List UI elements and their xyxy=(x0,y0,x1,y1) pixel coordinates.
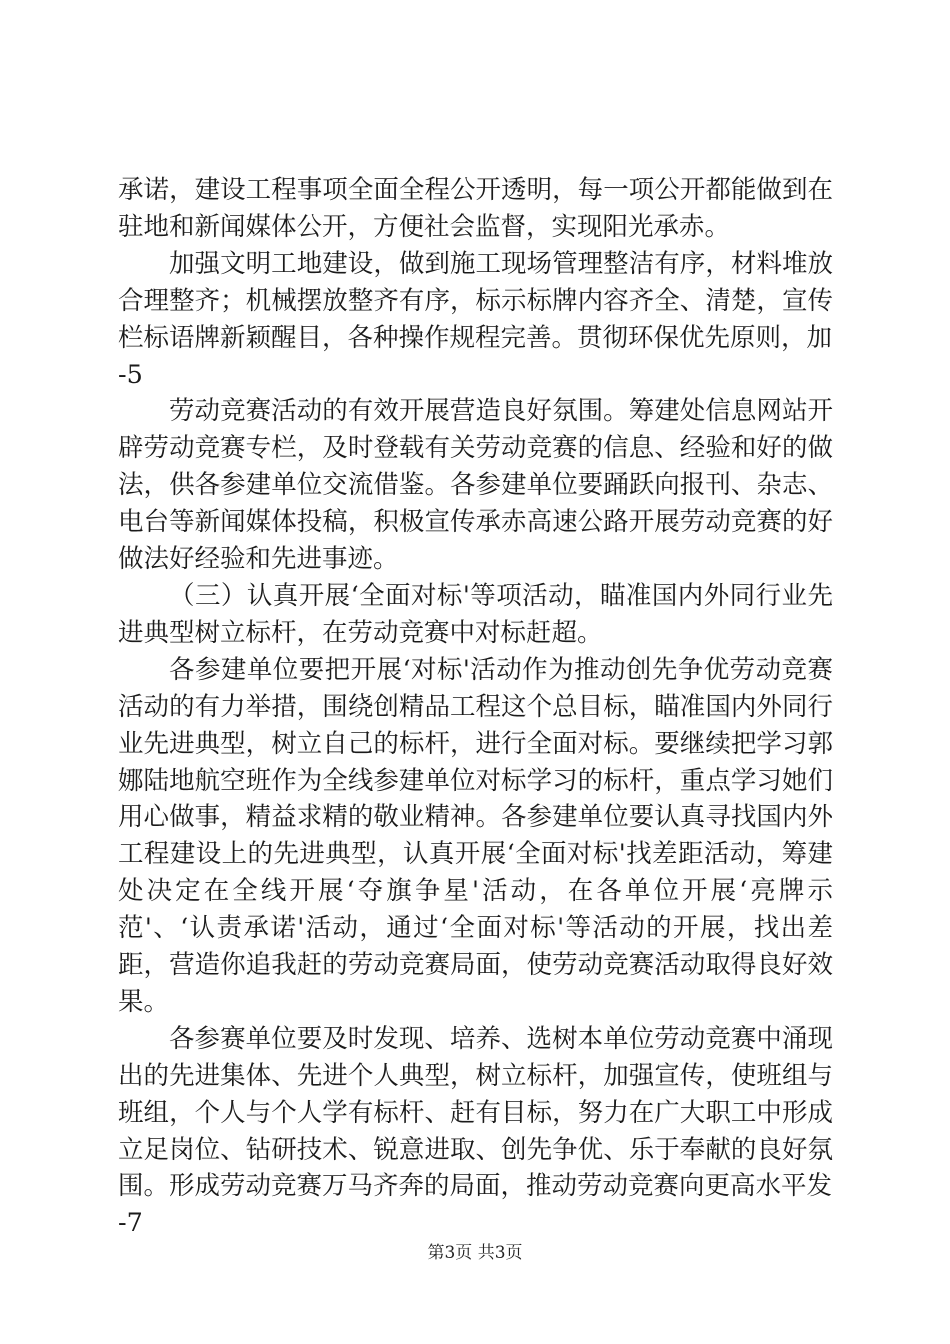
paragraph-civilized-site: 加强文明工地建设，做到施工现场管理整洁有序，材料堆放合理整齐；机械摆放整齐有序，标示标牌内容齐全、清楚，宣传栏标语牌新颖醒目，各种操作规程完善。贯彻环保优先原则，加 xyxy=(118,248,833,353)
paragraph-model-promotion: 各参赛单位要及时发现、培养、选树本单位劳动竞赛中涌现出的先进集体、先进个人典型，树立标杆，加强宣传，使班组与班组，个人与个人学有标杆、赶有目标，努力在广大职工中形成立足岗位、钻研技术、锐意进取、创先争优、乐于奉献的良好氛围。形成劳动竞赛万马齐奔的局面，推动劳动竞赛向更高水平发 xyxy=(118,1023,833,1202)
section-heading-benchmarking: （三）认真开展‘全面对标'等项活动，瞄准国内外同行业先进典型树立标杆，在劳动竞赛中对标赶超。 xyxy=(118,580,833,648)
page-marker: -7 xyxy=(118,1208,143,1239)
page-marker: -5 xyxy=(118,359,143,390)
paragraph-competition-atmosphere: 劳动竞赛活动的有效开展营造良好氛围。筹建处信息网站开辟劳动竞赛专栏，及时登载有关劳动竞赛的信息、经验和好的做法，供各参建单位交流借鉴。各参建单位要踊跃向报刊、杂志、电台等新闻媒体投稿，积极宣传承赤高速公路开展劳动竞赛的好做法好经验和先进事迹。 xyxy=(118,396,833,575)
paragraph-benchmarking-activities: 各参建单位要把开展‘对标'活动作为推动创先争优劳动竞赛活动的有力举措，围绕创精品工程这个总目标，瞄准国内外同行业先进典型，树立自己的标杆，进行全面对标。要继续把学习郭娜陆地航空班作为全线参建单位对标学习的标杆，重点学习她们用心做事，精益求精的敬业精神。各参建单位要认真寻找国内外工程建设上的先进典型，认真开展‘全面对标'找差距活动，筹建处决定在全线开展‘夺旗争星'活动，在各单位开展‘亮牌示范'、‘认责承诺'活动，通过‘全面对标'等活动的开展，找出差距，营造你追我赶的劳动竞赛局面，使劳动竞赛活动取得良好效果。 xyxy=(118,654,833,1017)
paragraph-publicity-commitment: 承诺，建设工程事项全面全程公开透明，每一项公开都能做到在驻地和新闻媒体公开，方便社会监督，实现阳光承赤。 xyxy=(118,175,833,242)
document-body xyxy=(118,172,833,1242)
page-footer: 第3页 共3页 xyxy=(427,1243,523,1263)
